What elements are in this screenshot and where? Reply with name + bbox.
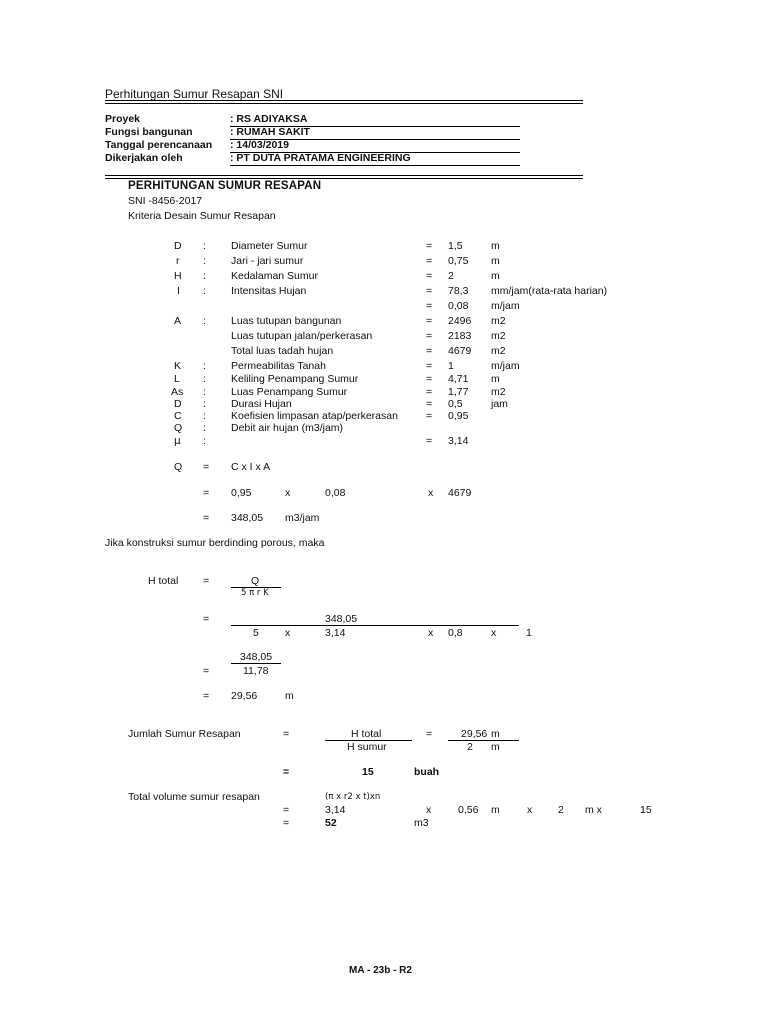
q-symbol: Q xyxy=(174,461,183,473)
param-symbol: C xyxy=(174,410,182,422)
well-count-num2-unit: m xyxy=(491,728,500,740)
param-value: 3,14 xyxy=(448,435,469,447)
volume-unit2: m x xyxy=(585,804,602,816)
h-step4-equals: = xyxy=(203,690,210,702)
param-description: Luas Penampang Sumur xyxy=(231,386,348,398)
param-symbol: H xyxy=(174,270,182,282)
param-equals: = xyxy=(426,435,433,447)
param-equals: = xyxy=(426,315,433,327)
param-description: Jari - jari sumur xyxy=(231,255,304,267)
building-function-label: Fungsi bangunan xyxy=(105,126,193,138)
param-colon: : xyxy=(203,360,206,372)
volume-times2: x xyxy=(527,804,533,816)
param-symbol: K xyxy=(174,360,182,372)
h-step2-d4: 1 xyxy=(526,627,532,639)
h-total-label: H total xyxy=(148,575,179,587)
worked-by-label: Dikerjakan oleh xyxy=(105,152,183,164)
param-description: Luas tutupan bangunan xyxy=(231,315,342,327)
param-value: 2183 xyxy=(448,330,472,342)
param-description: Debit air hujan (m3/jam) xyxy=(231,422,344,434)
section-rule-top xyxy=(105,175,583,176)
param-unit: mm/jam(rata-rata harian) xyxy=(491,285,608,297)
param-unit: m xyxy=(491,270,500,282)
param-value: 78,3 xyxy=(448,285,469,297)
param-equals: = xyxy=(426,386,433,398)
param-value: 1,5 xyxy=(448,240,463,252)
h-step2-x3: x xyxy=(491,627,497,639)
title-rule-bottom xyxy=(105,103,583,104)
well-count-result: 15 xyxy=(362,766,374,778)
h-total-denominator: 5 π r K xyxy=(241,588,269,598)
well-count-equals2: = xyxy=(426,728,433,740)
param-value: 0,5 xyxy=(448,398,463,410)
param-unit: m xyxy=(491,373,500,385)
well-count-numerator: H total xyxy=(351,728,382,740)
standard-reference: SNI -8456-2017 xyxy=(128,195,203,207)
building-function-value: : RUMAH SAKIT xyxy=(230,126,310,138)
param-unit: m/jam xyxy=(491,300,520,312)
param-colon: : xyxy=(203,373,206,385)
param-description: Luas tutupan jalan/perkerasan xyxy=(231,330,373,342)
param-unit: jam xyxy=(491,398,508,410)
h-step2-d3: 0,8 xyxy=(448,627,463,639)
param-colon: : xyxy=(203,255,206,267)
param-description: Total luas tadah hujan xyxy=(231,345,334,357)
param-colon: : xyxy=(203,270,206,282)
param-description: Permeabilitas Tanah xyxy=(231,360,326,372)
volume-count: 15 xyxy=(640,804,652,816)
param-value: 4,71 xyxy=(448,373,469,385)
param-unit: m2 xyxy=(491,315,506,327)
well-count-unit: buah xyxy=(414,766,440,778)
well-count-equals3: = xyxy=(283,766,290,778)
q-line2-times2: x xyxy=(428,487,434,499)
q-line3-value: 348,05 xyxy=(231,512,264,524)
param-symbol: Q xyxy=(174,422,183,434)
param-value: 0,95 xyxy=(448,410,469,422)
param-unit: m xyxy=(491,255,500,267)
q-formula: C x I x A xyxy=(231,461,271,473)
h-step3-denominator: 11,78 xyxy=(243,665,269,677)
well-count-den2: 2 xyxy=(467,741,473,753)
param-unit: m2 xyxy=(491,386,506,398)
q-line2-times1: x xyxy=(285,487,291,499)
h-step2-numerator: 348,05 xyxy=(325,613,358,625)
porous-note: Jika konstruksi sumur berdinding porous, maka xyxy=(105,537,325,549)
h-step2-x2: x xyxy=(428,627,434,639)
param-description: Durasi Hujan xyxy=(231,398,292,410)
param-equals: = xyxy=(426,300,433,312)
h-step3-equals: = xyxy=(203,665,210,677)
param-equals: = xyxy=(426,270,433,282)
h-step4-value: 29,56 xyxy=(231,690,258,702)
param-colon: : xyxy=(203,386,206,398)
param-symbol: As xyxy=(171,386,184,398)
volume-formula: (π x r2 x t)xn xyxy=(325,792,381,802)
h-step2-equals: = xyxy=(203,613,210,625)
volume-pi: 3,14 xyxy=(325,804,346,816)
param-description: Koefisien limpasan atap/perkerasan xyxy=(231,410,398,422)
section-title: PERHITUNGAN SUMUR RESAPAN xyxy=(128,180,322,192)
volume-times1: x xyxy=(426,804,432,816)
q-equals: = xyxy=(203,461,210,473)
param-value: 1,77 xyxy=(448,386,469,398)
well-count-denominator: H sumur xyxy=(347,741,387,753)
param-equals: = xyxy=(426,360,433,372)
param-unit: m2 xyxy=(491,345,506,357)
param-description: Intensitas Hujan xyxy=(231,285,307,297)
param-colon: : xyxy=(203,422,206,434)
q-line3-unit: m3/jam xyxy=(285,512,320,524)
volume-label: Total volume sumur resapan xyxy=(128,791,260,803)
page-title: Perhitungan Sumur Resapan SNI xyxy=(105,87,284,101)
param-colon: : xyxy=(203,285,206,297)
param-unit: m/jam xyxy=(491,360,520,372)
param-equals: = xyxy=(426,255,433,267)
param-value: 4679 xyxy=(448,345,472,357)
param-equals: = xyxy=(426,373,433,385)
planning-date-value: : 14/03/2019 xyxy=(230,139,289,151)
h-step2-fraction-bar xyxy=(231,625,519,626)
h-step3-numerator: 348,05 xyxy=(240,651,273,663)
param-unit: m xyxy=(491,240,500,252)
worked-by-value: : PT DUTA PRATAMA ENGINEERING xyxy=(230,152,411,164)
well-count-num2: 29,56 xyxy=(461,728,488,740)
param-colon: : xyxy=(203,398,206,410)
well-count-equals1: = xyxy=(283,728,290,740)
section-rule-bottom xyxy=(105,178,583,179)
h-step2-d1: 5 xyxy=(253,627,259,639)
well-count-fraction-bar2 xyxy=(448,740,519,741)
project-label: Proyek xyxy=(105,113,141,125)
volume-unit1: m xyxy=(491,804,500,816)
h-step2-d2: 3,14 xyxy=(325,627,346,639)
volume-equals2: = xyxy=(283,817,290,829)
param-description: Diameter Sumur xyxy=(231,240,308,252)
param-equals: = xyxy=(426,285,433,297)
param-symbol: A xyxy=(174,315,182,327)
well-count-den2-unit: m xyxy=(491,741,500,753)
param-unit: m2 xyxy=(491,330,506,342)
h-step2-x1: x xyxy=(285,627,291,639)
param-description: Kedalaman Sumur xyxy=(231,270,318,282)
volume-result: 52 xyxy=(325,817,337,829)
planning-date-label: Tanggal perencanaan xyxy=(105,139,213,151)
h-step4-unit: m xyxy=(285,690,294,702)
h-total-equals: = xyxy=(203,575,210,587)
title-rule-top xyxy=(105,100,583,101)
well-count-label: Jumlah Sumur Resapan xyxy=(128,728,241,740)
volume-unit: m3 xyxy=(414,817,429,829)
param-equals: = xyxy=(426,240,433,252)
param-symbol: D xyxy=(174,240,182,252)
h-step3-fraction-bar xyxy=(231,663,281,664)
param-value: 0,08 xyxy=(448,300,469,312)
param-value: 1 xyxy=(448,360,454,372)
param-equals: = xyxy=(426,410,433,422)
param-value: 0,75 xyxy=(448,255,469,267)
page-footer: MA - 23b - R2 xyxy=(349,965,412,976)
q-line2-i: 0,08 xyxy=(325,487,346,499)
param-value: 2 xyxy=(448,270,454,282)
volume-depth: 2 xyxy=(558,804,564,816)
param-symbol: I xyxy=(177,285,180,297)
param-value: 2496 xyxy=(448,315,472,327)
q-line2-equals: = xyxy=(203,487,210,499)
worked-by-underline xyxy=(230,165,520,166)
param-equals: = xyxy=(426,330,433,342)
param-colon: : xyxy=(203,315,206,327)
param-equals: = xyxy=(426,345,433,357)
volume-equals1: = xyxy=(283,804,290,816)
design-criteria: Kriteria Desain Sumur Resapan xyxy=(128,210,276,222)
param-symbol: r xyxy=(176,255,180,267)
project-value: : RS ADIYAKSA xyxy=(230,113,308,125)
param-symbol: L xyxy=(174,373,180,385)
q-line3-equals: = xyxy=(203,512,210,524)
param-symbol: μ xyxy=(174,435,181,447)
q-line2-c: 0,95 xyxy=(231,487,252,499)
h-total-numerator: Q xyxy=(251,575,260,587)
q-line2-a: 4679 xyxy=(448,487,472,499)
param-colon: : xyxy=(203,435,206,447)
param-equals: = xyxy=(426,398,433,410)
param-colon: : xyxy=(203,240,206,252)
volume-r2: 0,56 xyxy=(458,804,479,816)
param-colon: : xyxy=(203,410,206,422)
param-symbol: D xyxy=(174,398,182,410)
param-description: Keliling Penampang Sumur xyxy=(231,373,359,385)
